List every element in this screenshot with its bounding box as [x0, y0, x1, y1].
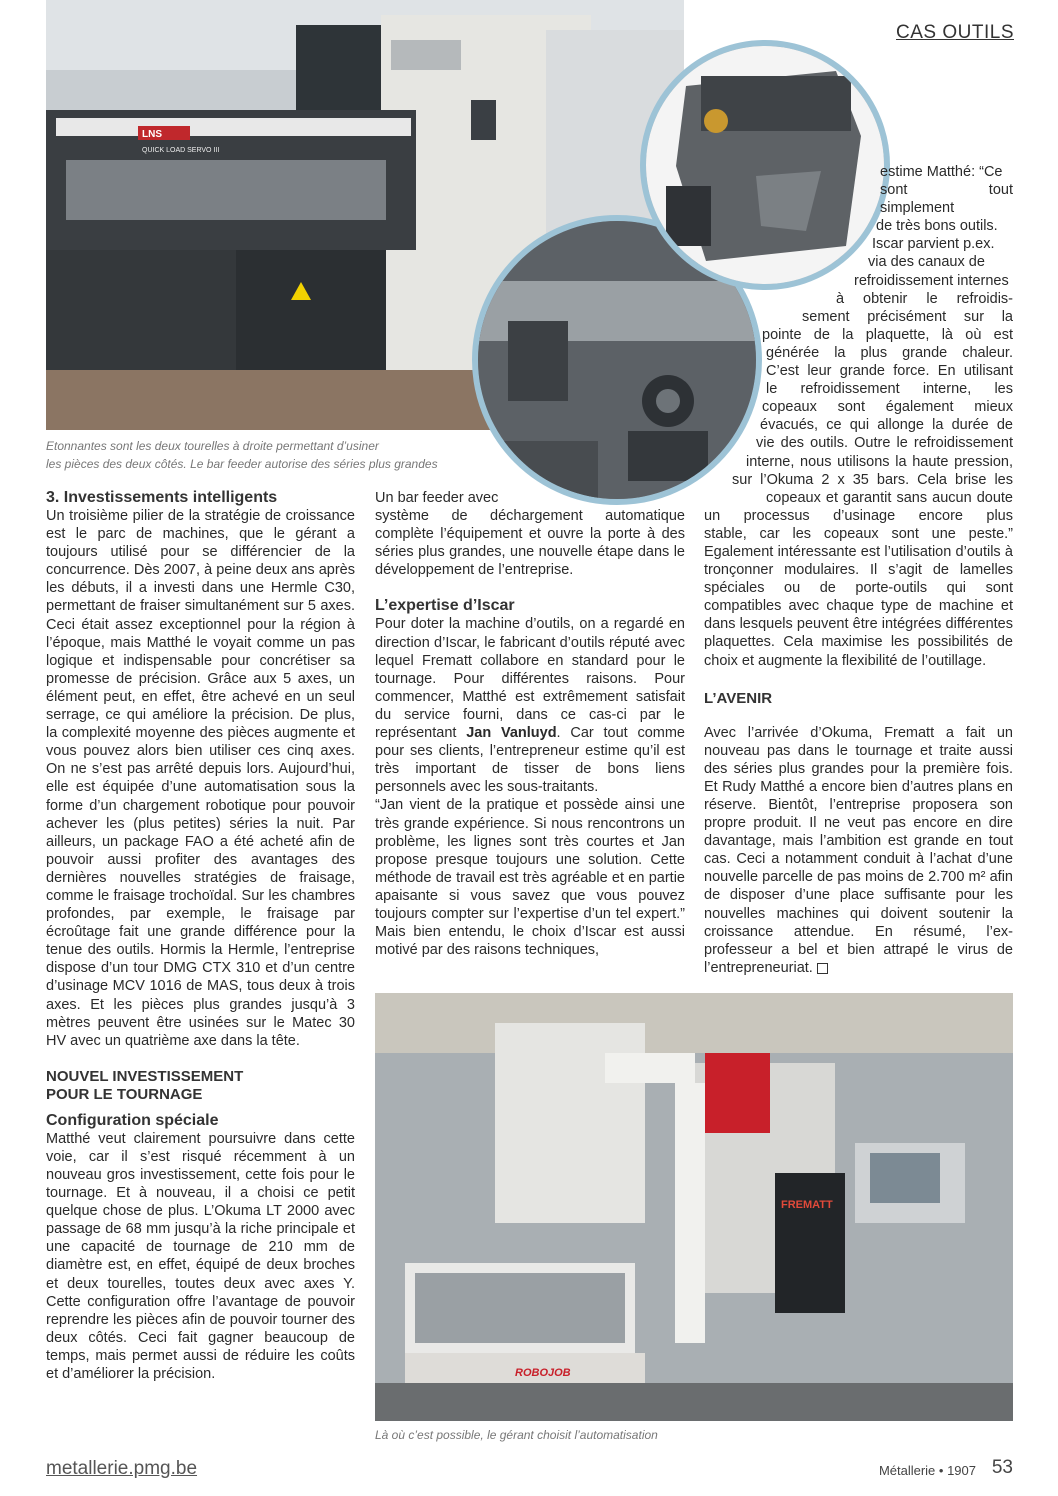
- wrap-line: évacués, ce qui allonge la durée de: [760, 417, 1013, 434]
- wrap-line: C’est leur grande force. En utilisant: [766, 363, 1013, 380]
- wrap-line: générée la plus grande chaleur.: [766, 344, 1013, 361]
- wrap-line: copeaux sont également mieux: [762, 399, 1013, 416]
- heading-line: NOUVEL INVESTISSEMENT: [46, 1067, 244, 1085]
- wrap-line: sement précisément sur la: [802, 308, 1013, 325]
- wrap-line: sont tout simplement: [880, 182, 1013, 217]
- paragraph: Matthé veut clairement poursuivre dans cette voie, car il s’est risqué récemment à un nouveau gros investissement, cette fois pour le tournage. Et à nouveau, il a choisi ce petit quelque chose de plus. L’Okuma LT 2000 avec passage de 68 mm jusqu’à la riche principale et une capacité de tournage de 210 mm de diamètre est, en effet, équipé de deux broches et deux tourelles, toutes deux avec axes Y. Cette configuration offre l’avantage de pouvoir reprendre les pièces afin de pouvoir tourner des deux côtés. Ceci fait gagner beaucoup de temps, mais permet aussi de réduire les coûts et d’améliorer la précision.: [46, 1130, 355, 1383]
- footer-url-link[interactable]: metallerie.pmg.be: [46, 1458, 198, 1479]
- wrap-line: le refroidissement interne, les: [766, 381, 1013, 398]
- paragraph: [375, 615, 685, 796]
- heading-line: POUR LE TOURNAGE: [46, 1085, 203, 1103]
- bottom-photo: [375, 993, 1013, 1421]
- text-run: Pour doter la machine d’outils, on a regardé en direction d’Iscar, le fabricant d’outils réputé avec lequel Frematt collabore en standard pour le tournage. Pour différentes raisons. Pour commencer, Matthé est extrêmement satisfait du service fourni, dans ce cas-ci par le représentant: [375, 616, 685, 742]
- lnx-model-label: QUICK LOAD SERVO III: [142, 147, 220, 154]
- heading-nouvel-investissement: [46, 1068, 355, 1104]
- wrap-line: Iscar parvient p.ex.: [872, 236, 995, 253]
- column-1: [46, 489, 355, 1383]
- paragraph: stable, car les copeaux sont une peste.” Egalement intéressante est l’utilisation d’outils à tronçonner modulaires. Il s’agit de lamelles spéciales ou de porte-outils qui sont compatibles avec chaque type de machine et dans lesquels peuvent être intégrées différentes plaquettes. Cela maximise les possibilités de choix et augmente la flexibilité de l’outillage.: [704, 525, 1013, 669]
- wrap-line: copeaux et garantit sans aucun doute: [766, 489, 1013, 506]
- wrap-line: via des canaux de: [868, 254, 985, 271]
- wrap-line: de très bons outils.: [876, 218, 998, 235]
- paragraph: Un troisième pilier de la stratégie de croissance est le parc de machines, que le gérant a toujours utilisé pour se différencier de la concurrence. Dès 2007, à peine deux ans après les débuts, il a investi dans une Hermle C30, permettant de fraiser simultanément sur 5 axes. Ceci était assez exceptionnel pour la région à l’époque, mais Matthé le voyait comme un pas logique et indispensable pour concrétiser sa promesse de précision. Grâce aux 5 axes, un élément peut, en effet, être achevé en un seul serrage, ce qui améliore la précision. De plus, la complexité moyenne des pièces augmente et vous pouvez alors bien utiliser ces cinq axes. On ne s’est pas arrêté depuis lors. Aujourd’hui, elle est équipée d’une automatisation sous la forme d’un chargement robotique pour pouvoir achever les (plus petites) séries la nuit. Par ailleurs, un package FAO a été acheté afin de pouvoir aussi profiter des avantages des dernières nouvelles stratégies de fraisage, comme le fraisage trochoïdal. Sur les chambres profondes, par exemple, le fraisage par écroûtage fait une grande différence pour la tenue des outils. Hormis la Hermle, l’entreprise dispose d’un tour DMG CTX 310 et d’un centre d’usinage MCV 1016 de MAS, tous deux à trois axes. Et les pièces plus grandes jusqu’à 3 mètres peuvent être usinées sur le Matec 30 HV avec un quatrième axe dans la tête.: [46, 508, 355, 1049]
- page-number: 53: [991, 1457, 1013, 1478]
- heading-avenir: L’AVENIR: [704, 689, 773, 707]
- paragraph: “Jan vient de la pratique et possède ainsi une très grande expérience. Si nous rencontrons un problème, les lignes sont très courtes et Jan propose presque toujours une solution. Cette méthode de travail est très agréable et en partie apaisante si vous savez que vous pouvez toujours compter sur l’expertise d’un tel expert.” Mais bien entendu, le choix d’Iscar est aussi motivé par des raisons techniques,: [375, 797, 685, 959]
- wrap-line: Un bar feeder avec: [375, 490, 499, 506]
- paragraph: système de déchargement automatique complète l’équipement et ouvre la porte à des séries plus grandes, une nouvelle étape dans le développement de l’entreprise.: [375, 508, 685, 579]
- subheading-investissements: 3. Investissements intelligents: [46, 489, 278, 506]
- bottom-photo-caption: Là où c’est possible, le gérant choisit l’automatisation: [375, 1428, 658, 1442]
- end-of-article-icon: [817, 963, 828, 974]
- subheading-expertise-iscar: L’expertise d’Iscar: [375, 597, 515, 615]
- wrap-line: vie des outils. Outre le refroidissement: [756, 435, 1013, 452]
- wrap-line: pointe de la plaquette, là où est: [762, 326, 1013, 343]
- column-3: [704, 163, 1013, 977]
- wrap-line: un processus d’usinage encore plus: [704, 507, 1013, 524]
- caption-line: Etonnantes sont les deux tourelles à droite permettant d’usiner: [46, 439, 379, 453]
- subheading-configuration: Configuration spéciale: [46, 1111, 219, 1129]
- wrap-line: refroidissement internes: [854, 272, 1009, 289]
- column-2: [375, 489, 685, 959]
- top-photo-caption: [46, 437, 476, 473]
- wrap-line: estime Matthé: “Ce: [880, 164, 1003, 180]
- text-run: . Car tout comme pour ses clients, l’entrepreneur estime qu’il est très important de tisser de bons liens personnels avec les sous-traitants.: [375, 725, 685, 796]
- shirt-logo: FREMATT: [781, 1199, 833, 1211]
- section-tag: CAS OUTILS: [896, 22, 1014, 43]
- wrap-line: à obtenir le refroidis-: [836, 290, 1013, 307]
- paragraph: [704, 724, 1013, 977]
- representative-name: Jan Vanluyd: [466, 725, 557, 742]
- footer-magazine: Métallerie • 1907: [878, 1463, 976, 1478]
- wrap-line: sur l’Okuma 2 x 35 bars. Cela brise les: [732, 471, 1013, 488]
- text-run: Avec l’arrivée d’Okuma, Frematt a fait un nouveau pas dans le tournage et traite aussi des séries plus grandes pour la première fois. Et Rudy Matthé a encore bien d’autres plans en réserve. Bientôt, l’entreprise proposera son propre produit. Il ne veut pas encore en dire davantage, mais l’ambition est grande en tout cas. Ceci a notamment conduit à l’achat d’une nouvelle parcelle de pas moins de 2.700 m² afin de disposer d’une place suffisante pour les nouvelles machines qui doivent soutenir la croissance attendue. En résumé, l’ex-professeur a bel et bien attrapé le virus de l’entrepreneuriat.: [704, 724, 1013, 976]
- lnx-badge: LNS: [142, 129, 162, 140]
- caption-line: les pièces des deux côtés. Le bar feeder autorise des séries plus grandes: [46, 457, 438, 471]
- robot-cell-illustration: [375, 993, 1013, 1421]
- wrap-line: interne, nous utilisons la haute pression,: [746, 453, 1013, 470]
- robojob-logo: ROBOJOB: [515, 1367, 571, 1379]
